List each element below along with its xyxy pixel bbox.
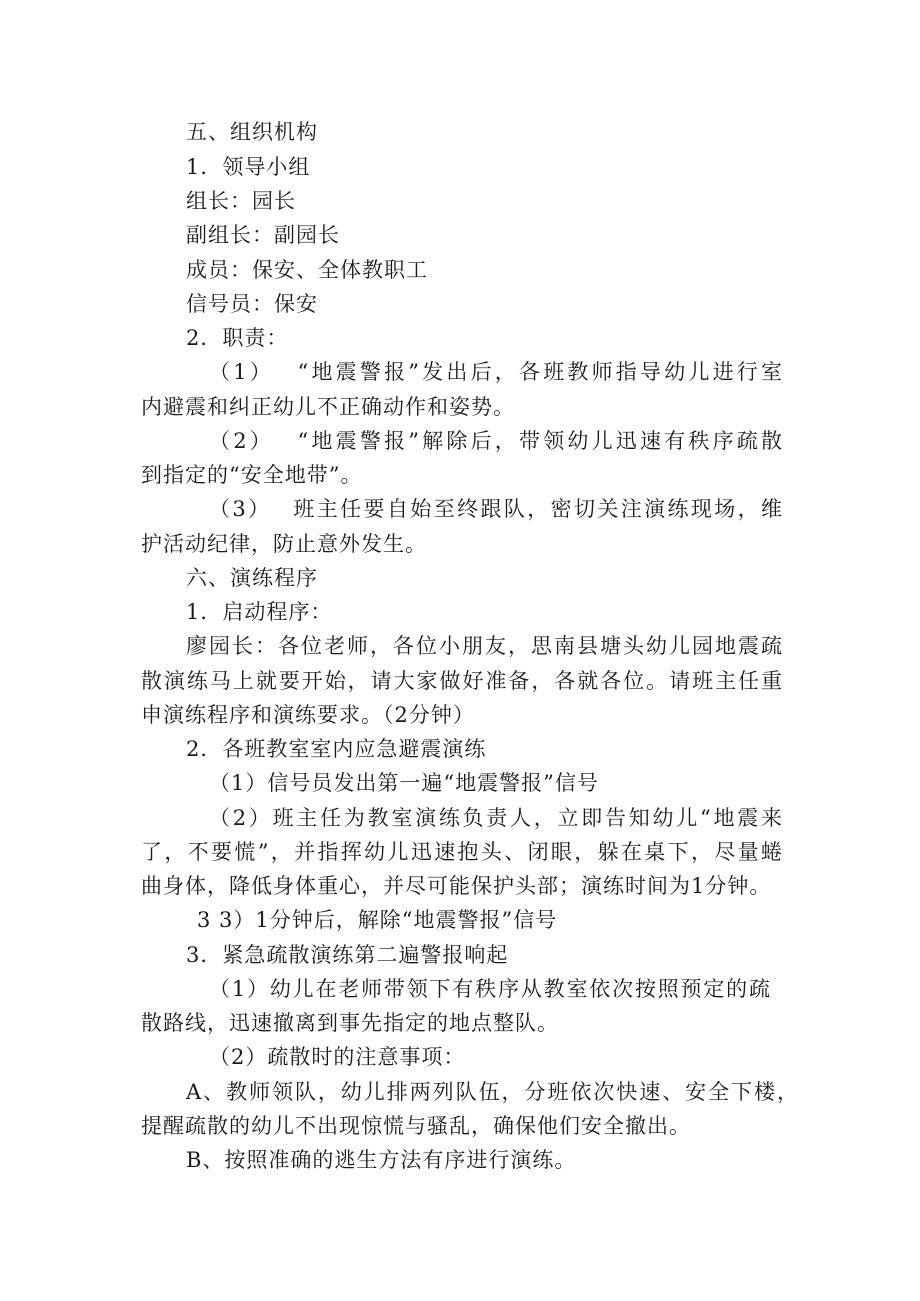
duty-2-line-1: （2） “地震警报”解除后，带领幼儿迅速有秩序疏散	[209, 429, 783, 453]
evacuation-drill-heading: 3．紧急疏散演练第二遍警报响起	[186, 943, 509, 967]
drill-step-1: （1）信号员发出第一遍“地震警报”信号	[209, 771, 599, 795]
drill-step-3: 3 3）1分钟后，解除“地震警报”信号	[197, 908, 558, 932]
note-a-line-2: 提醒疏散的幼儿不出现惊慌与骚乱，确保他们安全撤出。	[141, 1114, 691, 1138]
start-speech-line-2: 散演练马上就要开始，请大家做好准备，各就各位。请班主任重	[141, 669, 783, 693]
duty-2-line-2: 到指定的“安全地带”。	[141, 463, 363, 487]
signaler-line: 信号员：保安	[186, 292, 318, 316]
duties-heading: 2．职责：	[186, 326, 289, 350]
evacuation-step-1-line-2: 散路线，迅速撤离到事先指定的地点整队。	[141, 1011, 559, 1035]
drill-step-2-line-2: 了，不要慌”，并指挥幼儿迅速抱头、闭眼，躲在桌下，尽量蜷	[141, 840, 783, 864]
note-b-line: B、按照准确的逃生方法有序进行演练。	[186, 1148, 577, 1172]
duty-1-line-2: 内避震和纠正幼儿不正确动作和姿势。	[141, 395, 515, 419]
drill-step-2-line-1: （2）班主任为教室演练负责人，立即告知幼儿“地震来	[209, 806, 783, 830]
members-line: 成员：保安、全体教职工	[186, 258, 428, 282]
note-a-line-1: A、教师领队，幼儿排两列队伍，分班依次快速、安全下楼，	[186, 1080, 799, 1104]
vice-leader-line: 副组长：副园长	[186, 223, 340, 247]
evacuation-step-1-line-1: （1）幼儿在老师带领下有秩序从教室依次按照预定的疏	[209, 977, 771, 1001]
start-procedure-heading: 1．启动程序：	[186, 600, 333, 624]
duty-3-line-1: （3） 班主任要自始至终跟队，密切关注演练现场，维	[209, 497, 783, 521]
duty-1-line-1: （1） “地震警报”发出后，各班教师指导幼儿进行室	[209, 360, 783, 384]
section-five-heading: 五、组织机构	[186, 120, 318, 144]
section-six-heading: 六、演练程序	[186, 566, 318, 590]
classroom-drill-heading: 2．各班教室室内应急避震演练	[186, 737, 487, 761]
evacuation-step-2: （2）疏散时的注意事项：	[209, 1045, 466, 1069]
duty-3-line-2: 护活动纪律，防止意外发生。	[141, 532, 427, 556]
start-speech-line-3: 申演练程序和演练要求。（2分钟）	[141, 703, 475, 727]
drill-step-2-line-3: 曲身体，降低身体重心，并尽可能保护头部；演练时间为1分钟。	[141, 874, 772, 898]
start-speech-line-1: 廖园长：各位老师，各位小朋友，思南县塘头幼儿园地震疏	[186, 634, 783, 658]
group-leader-line: 组长：园长	[186, 189, 296, 213]
leadership-group-heading: 1．领导小组	[186, 155, 311, 179]
